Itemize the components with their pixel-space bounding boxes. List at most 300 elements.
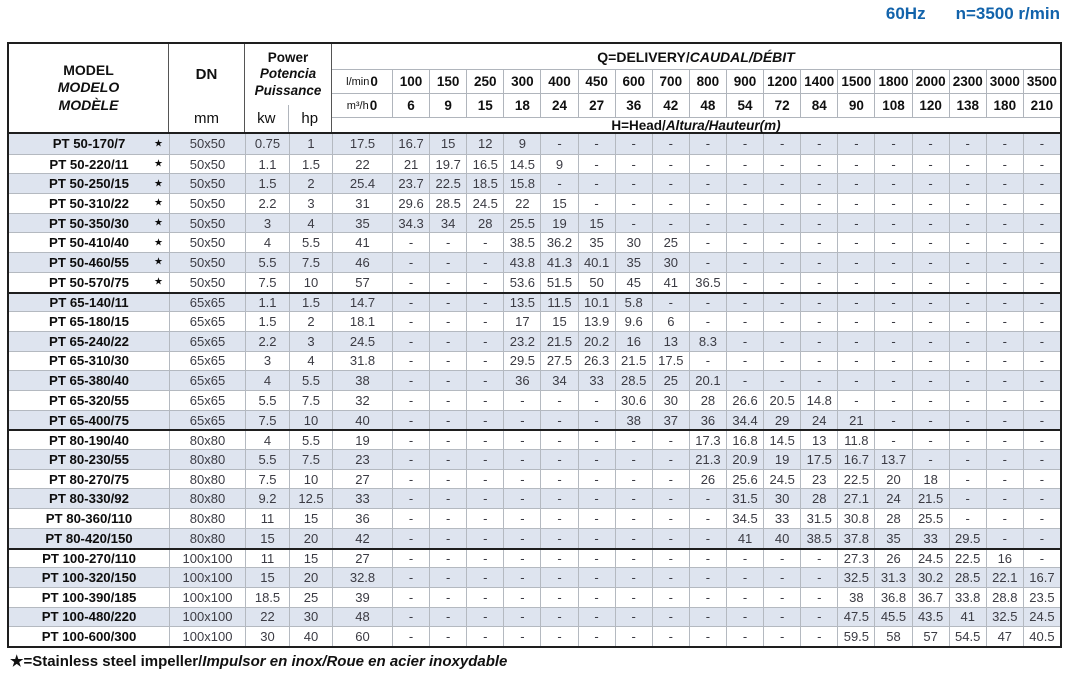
table-row [9, 469, 1060, 489]
head-value-cell: 24.5 [1023, 608, 1060, 627]
head-value-cell: - [578, 529, 615, 548]
head-value-cell: 15 [429, 134, 466, 154]
model-name: PT 100-320/150 [41, 570, 137, 586]
head-value-cell: - [800, 134, 837, 154]
model-cell [9, 371, 169, 390]
head-value-cell: - [466, 470, 503, 489]
flow-lmin-cell: 900 [726, 70, 763, 93]
head-value-cell: 38.5 [503, 233, 540, 252]
head-value-cell: - [392, 489, 429, 508]
table-row [9, 587, 1060, 607]
head-value-cell: - [429, 489, 466, 508]
flow-m3h-cell: 9 [429, 94, 466, 117]
head-value-cell: 30.2 [912, 568, 949, 587]
head-value-cell: - [615, 214, 652, 233]
head-value-cell: - [874, 312, 911, 331]
head-value-cell: - [578, 588, 615, 607]
head-value-cell: - [763, 253, 800, 272]
head-value-cell: 24.5 [466, 194, 503, 213]
head-value-cell: 28 [689, 391, 726, 410]
head-value-cell: - [392, 294, 429, 312]
head-value-cell: - [615, 509, 652, 528]
table-row [9, 626, 1060, 646]
head-value-cell: - [392, 550, 429, 568]
head-value-cell: - [429, 332, 466, 351]
head-value-cell: 22.5 [837, 470, 874, 489]
flow-m3h-cell: 138 [949, 94, 986, 117]
table-row [9, 449, 1060, 469]
head-value-cell: - [615, 134, 652, 154]
head-value-cell: - [949, 450, 986, 469]
kw-cell: 2.2 [245, 332, 289, 351]
head-value-cell: - [503, 509, 540, 528]
head-value-cell: - [429, 550, 466, 568]
hp-cell: 15 [289, 550, 332, 568]
head-value-cell: 30 [763, 489, 800, 508]
hp-cell: 7.5 [289, 253, 332, 272]
dn-cell: 50x50 [169, 273, 245, 292]
table-row [9, 272, 1060, 292]
head-value-cell: 26.6 [726, 391, 763, 410]
model-cell [9, 588, 169, 607]
speed-label: n=3500 r/min [955, 4, 1060, 23]
head-value-cell: 23 [332, 450, 392, 469]
stainless-steel-star-icon: ★ [154, 178, 163, 190]
head-value-cell: 21 [392, 155, 429, 174]
head-value-cell: - [392, 608, 429, 627]
delivery-title-plain: Q=DELIVERY/ [597, 48, 690, 65]
head-value-cell: - [912, 391, 949, 410]
flow-lmin-cell: 600 [615, 70, 652, 93]
head-value-cell: 14.7 [332, 294, 392, 312]
head-value-cell: - [466, 509, 503, 528]
head-value-cell: - [1023, 174, 1060, 193]
head-value-cell: 13 [652, 332, 689, 351]
head-value-cell: - [912, 214, 949, 233]
head-value-cell: - [986, 371, 1023, 390]
kw-cell: 1.5 [245, 312, 289, 331]
head-value-cell: - [986, 529, 1023, 548]
head-value-cell: 32.5 [986, 608, 1023, 627]
head-value-cell: - [503, 627, 540, 646]
head-value-cell: - [949, 371, 986, 390]
head-value-cell: - [837, 134, 874, 154]
dn-cell: 50x50 [169, 194, 245, 213]
hp-cell: 10 [289, 411, 332, 430]
head-value-cell: - [615, 155, 652, 174]
head-value-cell: - [726, 214, 763, 233]
hp-cell: 1.5 [289, 155, 332, 174]
head-value-cell: - [800, 352, 837, 371]
head-value-cell: - [726, 155, 763, 174]
flow-m3h-cell: 24 [540, 94, 577, 117]
head-value-cell: - [429, 568, 466, 587]
table-row [9, 232, 1060, 252]
head-value-cell: - [763, 174, 800, 193]
head-value-cell: - [578, 568, 615, 587]
head-value-cell: - [949, 431, 986, 449]
head-value-cell: - [1023, 294, 1060, 312]
hp-cell: 25 [289, 588, 332, 607]
head-value-cell: 43.8 [503, 253, 540, 272]
head-value-cell: - [689, 312, 726, 331]
head-value-cell: - [503, 568, 540, 587]
head-value-cell: 41 [652, 273, 689, 292]
head-value-cell: - [837, 253, 874, 272]
footnote-plain: ★=Stainless steel impeller/ [10, 653, 203, 670]
head-value-cell: - [837, 174, 874, 193]
flow-lmin-cell: 450 [578, 70, 615, 93]
head-value-cell: - [466, 550, 503, 568]
head-value-cell: - [578, 550, 615, 568]
head-value-cell: 29.5 [503, 352, 540, 371]
head-value-cell: - [578, 489, 615, 508]
head-value-cell: 20 [874, 470, 911, 489]
head-value-cell: - [466, 273, 503, 292]
dn-cell: 50x50 [169, 253, 245, 272]
head-value-cell: - [800, 371, 837, 390]
head-value-cell: - [652, 450, 689, 469]
head-value-cell: - [837, 194, 874, 213]
head-value-cell: - [800, 332, 837, 351]
head-value-cell: - [949, 509, 986, 528]
flow-m3h-cell: 210 [1023, 94, 1060, 117]
head-value-cell: 40 [332, 411, 392, 430]
head-value-cell: - [466, 608, 503, 627]
head-value-cell: 51.5 [540, 273, 577, 292]
head-value-cell: - [726, 550, 763, 568]
head-value-cell: - [429, 352, 466, 371]
head-value-cell: - [689, 214, 726, 233]
head-value-cell: 28 [800, 489, 837, 508]
head-value-cell: 47 [986, 627, 1023, 646]
model-name: PT 65-240/22 [49, 333, 129, 349]
head-value-cell: - [429, 588, 466, 607]
head-value-cell: - [689, 233, 726, 252]
model-name: PT 80-230/55 [49, 451, 129, 467]
head-value-cell: - [392, 470, 429, 489]
head-value-cell: 29 [763, 411, 800, 430]
head-value-cell: 38 [837, 588, 874, 607]
head-value-cell: - [503, 391, 540, 410]
head-value-cell: - [689, 352, 726, 371]
model-name: PT 80-360/110 [45, 510, 133, 526]
table-row [9, 154, 1060, 174]
head-value-cell: - [912, 174, 949, 193]
flow-lmin-cell: 1800 [874, 70, 911, 93]
table-row [9, 252, 1060, 272]
hp-cell: 20 [289, 529, 332, 548]
head-value-cell: - [392, 431, 429, 449]
head-value-cell: - [1023, 214, 1060, 233]
table-row [9, 508, 1060, 528]
head-value-cell: - [689, 509, 726, 528]
table-row [9, 292, 1060, 312]
head-value-cell: - [949, 489, 986, 508]
head-value-cell: 28.5 [949, 568, 986, 587]
kw-cell: 15 [245, 568, 289, 587]
model-name: PT 50-570/75 [49, 274, 129, 290]
dn-cell: 50x50 [169, 134, 245, 154]
head-value-cell: - [652, 174, 689, 193]
head-value-cell: - [503, 411, 540, 430]
head-value-cell: 30 [652, 391, 689, 410]
head-value-cell: - [392, 352, 429, 371]
head-value-cell: 41.3 [540, 253, 577, 272]
head-value-cell: - [874, 194, 911, 213]
head-value-cell: - [652, 194, 689, 213]
head-value-cell: - [689, 194, 726, 213]
model-name: PT 50-250/15 [49, 176, 129, 192]
head-value-cell: - [949, 134, 986, 154]
head-value-cell: - [837, 214, 874, 233]
flow-lmin-row [332, 69, 1060, 94]
dn-cell: 80x80 [169, 529, 245, 548]
head-value-cell: - [578, 391, 615, 410]
head-value-cell: - [763, 608, 800, 627]
table-row [9, 351, 1060, 371]
head-value-cell: 31 [332, 194, 392, 213]
model-cell [9, 391, 169, 410]
head-value-cell: - [763, 273, 800, 292]
model-name: PT 50-220/11 [49, 156, 129, 172]
model-name: PT 50-310/22 [49, 195, 129, 211]
head-value-cell: - [874, 214, 911, 233]
head-value-cell: 22 [503, 194, 540, 213]
hp-cell: 40 [289, 627, 332, 646]
head-value-cell: 42 [332, 529, 392, 548]
head-value-cell: - [429, 529, 466, 548]
head-value-cell: - [1023, 450, 1060, 469]
head-value-cell: 22.5 [949, 550, 986, 568]
model-cell [9, 174, 169, 193]
head-value-cell: 26 [689, 470, 726, 489]
head-value-cell: 22.1 [986, 568, 1023, 587]
kw-cell: 5.5 [245, 253, 289, 272]
head-value-cell: - [912, 155, 949, 174]
flow-lmin-unit-label: l/min [346, 75, 370, 88]
hp-cell: 3 [289, 332, 332, 351]
head-value-cell: 14.5 [503, 155, 540, 174]
flow-m3h-cell: 180 [986, 94, 1023, 117]
head-value-cell: 35 [578, 233, 615, 252]
head-value-cell: 17 [503, 312, 540, 331]
head-value-cell: - [392, 588, 429, 607]
model-column-header [9, 44, 169, 132]
kw-cell: 4 [245, 371, 289, 390]
head-value-cell: 31.3 [874, 568, 911, 587]
head-value-cell: 13.5 [503, 294, 540, 312]
head-value-cell: 17.5 [800, 450, 837, 469]
kw-cell: 2.2 [245, 194, 289, 213]
dn-cell: 100x100 [169, 588, 245, 607]
head-value-cell: 16 [986, 550, 1023, 568]
head-value-cell: - [949, 470, 986, 489]
stainless-steel-star-icon: ★ [154, 138, 163, 150]
hp-cell: 10 [289, 273, 332, 292]
operating-conditions [886, 4, 1060, 24]
head-value-cell: 34.3 [392, 214, 429, 233]
model-header-en: MODEL [63, 61, 114, 78]
head-value-cell: - [874, 294, 911, 312]
head-value-cell: - [615, 529, 652, 548]
hp-cell: 5.5 [289, 233, 332, 252]
head-value-cell: - [949, 233, 986, 252]
head-value-cell: - [652, 294, 689, 312]
head-value-cell: - [986, 450, 1023, 469]
dn-column-header [169, 44, 245, 132]
kw-cell: 3 [245, 352, 289, 371]
head-value-cell: - [763, 312, 800, 331]
kw-cell: 5.5 [245, 391, 289, 410]
head-value-cell: - [392, 411, 429, 430]
head-value-cell: 33 [763, 509, 800, 528]
head-value-cell: - [912, 312, 949, 331]
hp-cell: 1 [289, 134, 332, 154]
head-value-cell: 38 [332, 371, 392, 390]
head-value-cell: - [615, 627, 652, 646]
head-value-cell: - [800, 214, 837, 233]
head-value-cell: - [949, 253, 986, 272]
head-value-cell: - [837, 352, 874, 371]
model-name: PT 80-270/75 [49, 471, 129, 487]
head-value-cell: - [763, 588, 800, 607]
head-value-cell: 57 [332, 273, 392, 292]
head-value-cell: 28.8 [986, 588, 1023, 607]
head-value-cell: - [986, 411, 1023, 430]
head-value-cell: - [503, 450, 540, 469]
head-value-cell: - [986, 332, 1023, 351]
head-value-cell: - [874, 332, 911, 351]
kw-cell: 3 [245, 214, 289, 233]
head-value-cell: - [1023, 470, 1060, 489]
head-value-cell: - [726, 273, 763, 292]
head-value-cell: - [578, 134, 615, 154]
flow-m3h-cell: 48 [689, 94, 726, 117]
head-value-cell: - [763, 214, 800, 233]
head-value-cell: 21.5 [540, 332, 577, 351]
head-value-cell: - [726, 608, 763, 627]
head-value-cell: 36 [503, 371, 540, 390]
head-value-cell: - [503, 431, 540, 449]
delivery-title [332, 44, 1060, 69]
hp-cell: 5.5 [289, 371, 332, 390]
head-value-cell: 41 [332, 233, 392, 252]
head-value-cell: 57 [912, 627, 949, 646]
head-value-cell: - [1023, 411, 1060, 430]
dn-cell: 65x65 [169, 391, 245, 410]
head-value-cell: - [763, 371, 800, 390]
head-value-cell: 34.4 [726, 411, 763, 430]
table-header [9, 44, 1060, 134]
head-value-cell: - [689, 529, 726, 548]
head-value-cell: 48 [332, 608, 392, 627]
head-value-cell: - [986, 431, 1023, 449]
head-value-cell: - [986, 294, 1023, 312]
dn-cell: 65x65 [169, 352, 245, 371]
table-body [9, 134, 1060, 646]
head-value-cell: 46 [332, 253, 392, 272]
head-value-cell: - [689, 568, 726, 587]
head-value-cell: 41 [949, 608, 986, 627]
flow-lmin-cell: 2000 [912, 70, 949, 93]
head-value-cell: 36 [689, 411, 726, 430]
head-value-cell: 22.5 [429, 174, 466, 193]
kw-cell: 4 [245, 431, 289, 449]
flow-lmin-cell: 1400 [800, 70, 837, 93]
table-row [9, 429, 1060, 449]
head-value-cell: 16.7 [837, 450, 874, 469]
table-row [9, 410, 1060, 430]
head-value-cell: 19.7 [429, 155, 466, 174]
head-value-cell: - [689, 627, 726, 646]
head-value-cell: 21.5 [912, 489, 949, 508]
head-value-cell: 47.5 [837, 608, 874, 627]
hp-cell: 15 [289, 509, 332, 528]
stainless-steel-star-icon: ★ [154, 158, 163, 170]
head-value-cell: - [874, 411, 911, 430]
dn-cell: 65x65 [169, 332, 245, 351]
head-value-cell: - [689, 588, 726, 607]
kw-cell: 1.1 [245, 155, 289, 174]
model-name: PT 65-140/11 [49, 294, 129, 310]
head-value-cell: - [466, 588, 503, 607]
head-value-cell: - [392, 568, 429, 587]
model-name: PT 80-190/40 [49, 432, 129, 448]
head-value-cell: - [429, 312, 466, 331]
head-value-cell: 6 [652, 312, 689, 331]
flow-m3h-unit-label: m³/h [346, 99, 369, 112]
head-value-cell: - [726, 627, 763, 646]
model-name: PT 65-310/30 [49, 353, 129, 369]
head-value-cell: - [689, 134, 726, 154]
head-value-cell: 9.6 [615, 312, 652, 331]
kw-cell: 1.1 [245, 294, 289, 312]
head-value-cell: - [615, 431, 652, 449]
head-value-cell: 22 [332, 155, 392, 174]
head-value-cell: 36 [332, 509, 392, 528]
head-value-cell: - [912, 294, 949, 312]
kw-cell: 0.75 [245, 134, 289, 154]
head-value-cell: 30.8 [837, 509, 874, 528]
dn-cell: 100x100 [169, 568, 245, 587]
head-value-cell: 15 [540, 194, 577, 213]
model-name: PT 100-390/185 [41, 589, 137, 605]
kw-cell: 7.5 [245, 273, 289, 292]
head-value-cell: 50 [578, 273, 615, 292]
dn-cell: 100x100 [169, 627, 245, 646]
head-value-cell: 27.1 [837, 489, 874, 508]
table-row [9, 213, 1060, 233]
head-value-cell: 30 [615, 233, 652, 252]
head-value-cell: - [1023, 371, 1060, 390]
head-value-cell: - [763, 627, 800, 646]
head-value-cell: - [726, 294, 763, 312]
head-value-cell: 24.5 [332, 332, 392, 351]
model-cell [9, 233, 169, 252]
flow-lmin-cell: 1200 [763, 70, 800, 93]
head-value-cell: - [652, 529, 689, 548]
kw-cell: 1.5 [245, 174, 289, 193]
head-value-cell: - [874, 273, 911, 292]
head-value-cell: 36.2 [540, 233, 577, 252]
head-value-cell: - [429, 608, 466, 627]
head-value-cell: - [540, 489, 577, 508]
head-value-cell: - [726, 253, 763, 272]
head-value-cell: - [912, 450, 949, 469]
head-value-cell: - [949, 312, 986, 331]
head-value-cell: 13.7 [874, 450, 911, 469]
